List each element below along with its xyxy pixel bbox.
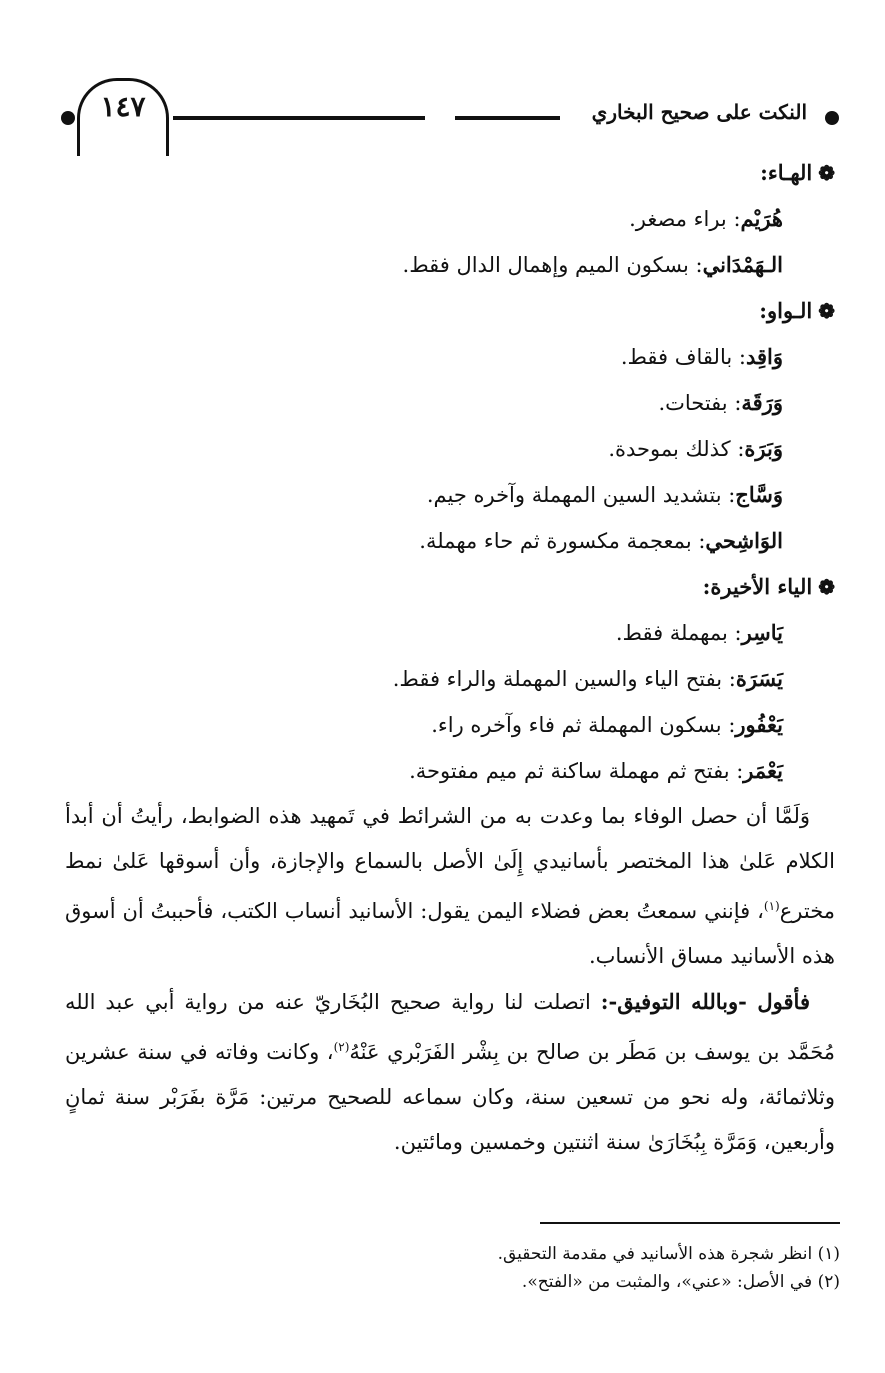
page-body (65, 150, 835, 1165)
list-item: وَرَقَة: بفتحات. (658, 390, 783, 415)
list-item: يَاسِر: بمهملة فقط. (615, 620, 783, 645)
list-item: الـهَمْدَاني: بسكون الميم وإهمال الدال فقط. (402, 252, 783, 277)
footnotes (60, 1240, 840, 1296)
flower-ornament-icon: ❁ (818, 575, 835, 599)
footnote-2: (٢) في الأصل: «عني»، والمثبت من «الفتح». (521, 1272, 840, 1292)
header-rule-left (173, 116, 425, 120)
header-right-dot (825, 111, 839, 125)
list-item: وَبَرَة: كذلك بموحدة. (608, 436, 783, 461)
section-heading: ❁الـواو: (65, 288, 835, 334)
header-rule-right (455, 116, 560, 120)
book-title: النكت على صحيح البخاري (591, 100, 807, 124)
list-item: يَعْفُور: بسكون المهملة ثم فاء وآخره راء. (431, 712, 783, 737)
list-item: هُرَيْم: براء مصغر. (629, 206, 783, 231)
page-number: ١٤٧ (100, 90, 146, 123)
flower-ornament-icon: ❁ (818, 161, 835, 185)
footnote-ref-1[interactable]: (١) (763, 899, 780, 913)
flower-ornament-icon: ❁ (818, 299, 835, 323)
footnote-divider (540, 1222, 840, 1224)
body-paragraph: وَلَمَّا أن حصل الوفاء بما وعدت به من الشرائط في تَمهيد هذه الضوابط، رأيتُ أن أبدأ الكلام عَلىٰ هذا المختصر بأسانيدي إِلَىٰ الأصل بالسماع والإجازة، وأن أسوقها عَلىٰ نمط مخترع$^{(١)}$، فإنني سمعتُ بعض فضلاء اليمن يقول: الأسانيد أنساب الكتب، فأحببتُ أن أسوق هذه الأسانيد مساق الأنساب. (65, 804, 835, 968)
body-paragraph: فأقول -وبالله التوفيق-: اتصلت لنا رواية صحيح البُخَاريّ عنه من رواية أبي عبد الله مُحَمَّد بن يوسف بن مَطَر بن صالح بن بِشْر الفَرَبْري عَنْهُ$^{(٢)}$، وكانت وفاته في سنة عشرين وثلاثمائة، وله نحو من تسعين سنة، وكان سماعه للصحيح مرتين: مَرَّة بفَرَبْر سنة ثمانٍ وأربعين، وَمَرَّة بِبُخَارَىٰ سنة اثنتين وخمسين ومائتين. (65, 989, 835, 1154)
footnote-ref-2[interactable]: (٢) (333, 1040, 350, 1054)
list-item: وَسَّاج: بتشديد السين المهملة وآخره جيم. (426, 482, 783, 507)
list-item: وَاقِد: بالقاف فقط. (620, 344, 783, 369)
list-item: يَسَرَة: بفتح الياء والسين المهملة والراء فقط. (392, 666, 783, 691)
footnote-1: (١) انظر شجرة هذه الأسانيد في مقدمة التحقيق. (497, 1244, 840, 1264)
list-item: الوَاشِحي: بمعجمة مكسورة ثم حاء مهملة. (419, 528, 783, 553)
header-left-dot (61, 111, 75, 125)
list-item: يَعْمَر: بفتح ثم مهملة ساكنة ثم ميم مفتوحة. (409, 758, 783, 783)
section-heading: ❁الياء الأخيرة: (65, 564, 835, 610)
page-header (55, 78, 845, 158)
section-heading: ❁الهـاء: (65, 150, 835, 196)
